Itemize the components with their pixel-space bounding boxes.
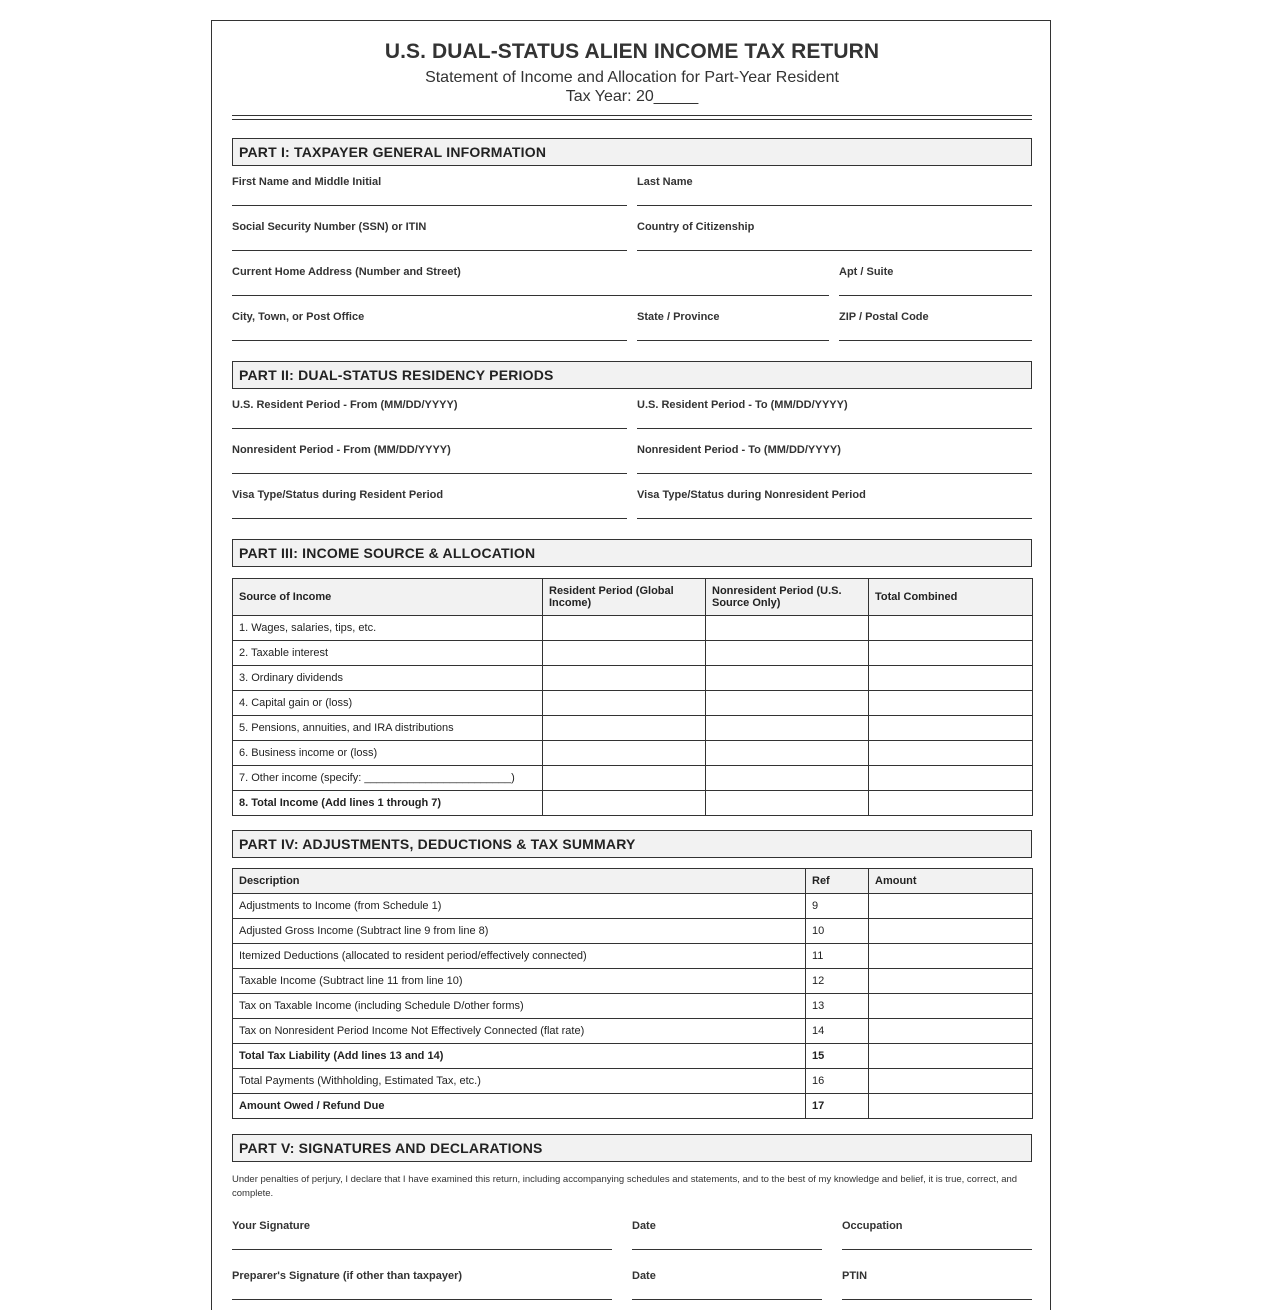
income-line-label: 6. Business income or (loss) bbox=[233, 741, 543, 766]
occupation-field[interactable] bbox=[842, 1220, 1032, 1250]
nonresident-to-label: Nonresident Period - To (MM/DD/YYYY) bbox=[637, 444, 841, 456]
resident-to-field[interactable] bbox=[637, 399, 1032, 429]
visa-resident-label: Visa Type/Status during Resident Period bbox=[232, 489, 444, 501]
occupation-label: Occupation bbox=[842, 1220, 903, 1232]
nonresident-amount-cell[interactable] bbox=[706, 616, 869, 641]
summary-amount-cell[interactable] bbox=[869, 1019, 1033, 1044]
resident-amount-cell[interactable] bbox=[543, 666, 706, 691]
resident-amount-cell[interactable] bbox=[543, 791, 706, 816]
nonresident-amount-cell[interactable] bbox=[706, 766, 869, 791]
table-row bbox=[233, 641, 1033, 666]
nonresident-amount-cell[interactable] bbox=[706, 691, 869, 716]
table-row bbox=[233, 666, 1033, 691]
total-amount-cell[interactable] bbox=[869, 766, 1033, 791]
table-row bbox=[233, 994, 1033, 1019]
preparer-signature-label: Preparer's Signature (if other than taxpayer) bbox=[232, 1270, 463, 1282]
nonresident-amount-cell[interactable] bbox=[706, 791, 869, 816]
summary-amount-cell[interactable] bbox=[869, 969, 1033, 994]
summary-amount-cell[interactable] bbox=[869, 1069, 1033, 1094]
summary-ref: 11 bbox=[806, 944, 869, 969]
resident-to-label: U.S. Resident Period - To (MM/DD/YYYY) bbox=[637, 399, 848, 411]
table-row bbox=[233, 1044, 1033, 1069]
summary-description: Itemized Deductions (allocated to resident period/effectively connected) bbox=[233, 944, 806, 969]
col-source: Source of Income bbox=[233, 579, 543, 616]
table-row bbox=[233, 741, 1033, 766]
income-table bbox=[232, 578, 1033, 816]
total-amount-cell[interactable] bbox=[869, 716, 1033, 741]
table-row bbox=[233, 691, 1033, 716]
summary-description: Adjusted Gross Income (Subtract line 9 from line 8) bbox=[233, 919, 806, 944]
nonresident-from-label: Nonresident Period - From (MM/DD/YYYY) bbox=[232, 444, 451, 456]
summary-amount-cell[interactable] bbox=[869, 919, 1033, 944]
city-label: City, Town, or Post Office bbox=[232, 311, 365, 323]
ssn-label: Social Security Number (SSN) or ITIN bbox=[232, 221, 427, 233]
part4-heading: PART IV: ADJUSTMENTS, DEDUCTIONS & TAX SUMMARY bbox=[232, 830, 1032, 858]
summary-ref: 15 bbox=[806, 1044, 869, 1069]
total-amount-cell[interactable] bbox=[869, 791, 1033, 816]
ptin-label: PTIN bbox=[842, 1270, 868, 1282]
col-ref: Ref bbox=[806, 869, 869, 894]
city-field[interactable] bbox=[232, 311, 627, 341]
col-description: Description bbox=[233, 869, 806, 894]
summary-amount-cell[interactable] bbox=[869, 894, 1033, 919]
nonresident-amount-cell[interactable] bbox=[706, 741, 869, 766]
total-amount-cell[interactable] bbox=[869, 691, 1033, 716]
visa-resident-field[interactable] bbox=[232, 489, 627, 519]
citizenship-field[interactable] bbox=[637, 221, 1032, 251]
summary-ref: 14 bbox=[806, 1019, 869, 1044]
first-name-label: First Name and Middle Initial bbox=[232, 176, 382, 188]
form-page bbox=[211, 20, 1051, 1310]
apt-field[interactable] bbox=[839, 266, 1032, 296]
table-row bbox=[233, 1069, 1033, 1094]
col-amount: Amount bbox=[869, 869, 1033, 894]
summary-ref: 12 bbox=[806, 969, 869, 994]
table-row bbox=[233, 1094, 1033, 1119]
table-row bbox=[233, 766, 1033, 791]
zip-field[interactable] bbox=[839, 311, 1032, 341]
col-total: Total Combined bbox=[869, 579, 1033, 616]
header-divider bbox=[232, 115, 1032, 120]
summary-description: Amount Owed / Refund Due bbox=[233, 1094, 806, 1119]
income-header-row bbox=[233, 579, 1033, 616]
summary-ref: 13 bbox=[806, 994, 869, 1019]
resident-amount-cell[interactable] bbox=[543, 766, 706, 791]
table-row bbox=[233, 944, 1033, 969]
table-row bbox=[233, 969, 1033, 994]
part3-heading: PART III: INCOME SOURCE & ALLOCATION bbox=[232, 539, 1032, 567]
summary-amount-cell[interactable] bbox=[869, 944, 1033, 969]
summary-ref: 16 bbox=[806, 1069, 869, 1094]
address-label: Current Home Address (Number and Street) bbox=[232, 266, 461, 278]
first-name-field[interactable] bbox=[232, 176, 627, 206]
summary-ref: 10 bbox=[806, 919, 869, 944]
state-field[interactable] bbox=[637, 311, 829, 341]
income-line-label: 2. Taxable interest bbox=[233, 641, 543, 666]
total-amount-cell[interactable] bbox=[869, 741, 1033, 766]
form-title: U.S. DUAL-STATUS ALIEN INCOME TAX RETURN bbox=[384, 40, 880, 63]
part1-heading: PART I: TAXPAYER GENERAL INFORMATION bbox=[232, 138, 1032, 166]
total-amount-cell[interactable] bbox=[869, 616, 1033, 641]
state-label: State / Province bbox=[637, 311, 720, 323]
ssn-field[interactable] bbox=[232, 221, 627, 251]
visa-nonresident-label: Visa Type/Status during Nonresident Period bbox=[637, 489, 866, 501]
nonresident-amount-cell[interactable] bbox=[706, 666, 869, 691]
summary-description: Tax on Nonresident Period Income Not Effectively Connected (flat rate) bbox=[233, 1019, 806, 1044]
income-line-label: 5. Pensions, annuities, and IRA distributions bbox=[233, 716, 543, 741]
resident-amount-cell[interactable] bbox=[543, 716, 706, 741]
your-signature-field[interactable] bbox=[232, 1220, 612, 1250]
summary-description: Adjustments to Income (from Schedule 1) bbox=[233, 894, 806, 919]
address-field[interactable] bbox=[232, 266, 829, 296]
nonresident-to-field[interactable] bbox=[637, 444, 1032, 474]
summary-amount-cell[interactable] bbox=[869, 1094, 1033, 1119]
summary-description: Taxable Income (Subtract line 11 from line 10) bbox=[233, 969, 806, 994]
resident-amount-cell[interactable] bbox=[543, 741, 706, 766]
income-line-label: 4. Capital gain or (loss) bbox=[233, 691, 543, 716]
part5-heading: PART V: SIGNATURES AND DECLARATIONS bbox=[232, 1134, 1032, 1162]
nonresident-from-field[interactable] bbox=[232, 444, 627, 474]
table-row bbox=[233, 791, 1033, 816]
total-amount-cell[interactable] bbox=[869, 641, 1033, 666]
resident-from-label: U.S. Resident Period - From (MM/DD/YYYY) bbox=[232, 399, 458, 411]
preparer-date-label: Date bbox=[632, 1270, 656, 1282]
table-row bbox=[233, 1019, 1033, 1044]
your-signature-label: Your Signature bbox=[232, 1220, 311, 1232]
total-amount-cell[interactable] bbox=[869, 666, 1033, 691]
apt-label: Apt / Suite bbox=[839, 266, 894, 278]
summary-description: Total Tax Liability (Add lines 13 and 14) bbox=[233, 1044, 806, 1069]
summary-description: Total Payments (Withholding, Estimated Tax, etc.) bbox=[233, 1069, 806, 1094]
nonresident-amount-cell[interactable] bbox=[706, 641, 869, 666]
col-nonresident: Nonresident Period (U.S. Source Only) bbox=[706, 579, 869, 616]
table-row bbox=[233, 716, 1033, 741]
income-line-label: 7. Other income (specify: ________________________) bbox=[233, 766, 543, 791]
resident-from-field[interactable] bbox=[232, 399, 627, 429]
resident-amount-cell[interactable] bbox=[543, 641, 706, 666]
summary-amount-cell[interactable] bbox=[869, 994, 1033, 1019]
part2-heading: PART II: DUAL-STATUS RESIDENCY PERIODS bbox=[232, 361, 1032, 389]
income-total-label: 8. Total Income (Add lines 1 through 7) bbox=[233, 791, 543, 816]
citizenship-label: Country of Citizenship bbox=[637, 221, 755, 233]
summary-ref: 17 bbox=[806, 1094, 869, 1119]
tax-summary-table bbox=[232, 868, 1033, 1119]
summary-ref: 9 bbox=[806, 894, 869, 919]
col-resident: Resident Period (Global Income) bbox=[543, 579, 706, 616]
nonresident-amount-cell[interactable] bbox=[706, 716, 869, 741]
summary-amount-cell[interactable] bbox=[869, 1044, 1033, 1069]
last-name-label: Last Name bbox=[637, 176, 693, 188]
tax-year-field[interactable]: Tax Year: 20_____ bbox=[565, 88, 699, 105]
visa-nonresident-field[interactable] bbox=[637, 489, 1032, 519]
table-row bbox=[233, 894, 1033, 919]
resident-amount-cell[interactable] bbox=[543, 691, 706, 716]
zip-label: ZIP / Postal Code bbox=[839, 311, 929, 323]
signature-date-field[interactable] bbox=[632, 1220, 822, 1250]
form-subtitle: Statement of Income and Allocation for Part-Year Resident bbox=[425, 69, 839, 86]
last-name-field[interactable] bbox=[637, 176, 1032, 206]
table-row bbox=[233, 919, 1033, 944]
summary-description: Tax on Taxable Income (including Schedule D/other forms) bbox=[233, 994, 806, 1019]
resident-amount-cell[interactable] bbox=[543, 616, 706, 641]
summary-header-row bbox=[233, 869, 1033, 894]
signature-date-label: Date bbox=[632, 1220, 656, 1232]
income-line-label: 1. Wages, salaries, tips, etc. bbox=[233, 616, 543, 641]
table-row bbox=[233, 616, 1033, 641]
perjury-declaration: Under penalties of perjury, I declare that I have examined this return, including accompanying schedules and statements, and to the best of my knowledge and belief, it is true, correct, and complete. bbox=[232, 1174, 1018, 1199]
income-line-label: 3. Ordinary dividends bbox=[233, 666, 543, 691]
